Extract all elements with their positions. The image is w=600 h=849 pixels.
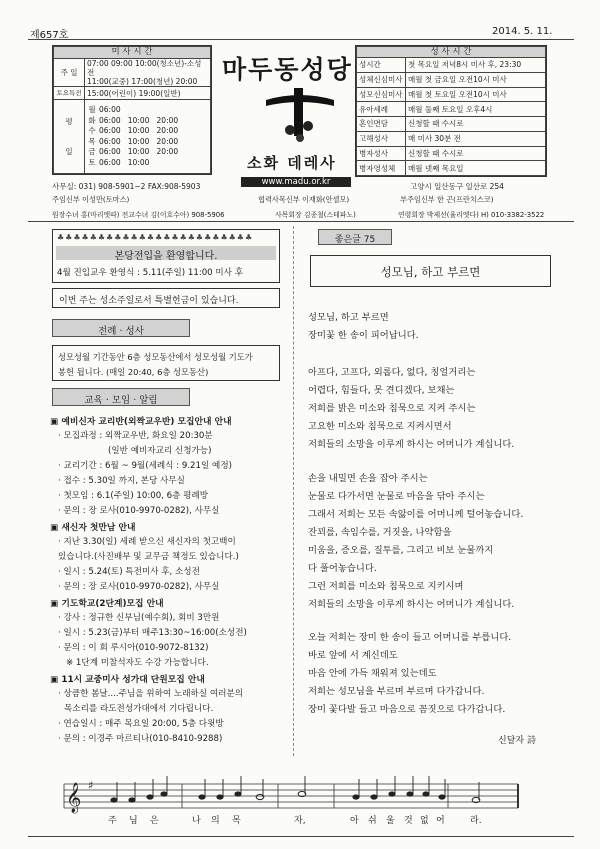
poem-line: 어렵다, 힘들다, 못 견디겠다, 보채는 (308, 385, 455, 396)
sacrament-desc: 신청할 때 수시로 (406, 117, 546, 132)
education-header (52, 388, 190, 406)
poem-line: 저희를 밝은 미소와 침묵으로 지켜 주시는 (308, 403, 476, 414)
sunday-times-1: 07:00 09:00 10:00(청소년)-소성전 (87, 59, 202, 77)
sacrament-name: 고해성사 (357, 131, 406, 146)
poem-line: 바로 앞에 서 계신데도 (308, 650, 398, 661)
liturgy-text-2: 봉헌 됩니다. (매일 20:40, 6층 성모동산) (58, 367, 209, 377)
catechism-class-title: ▣ 예비신자 교리반(외짝교우반) 모집안내 안내 (50, 417, 232, 427)
lyric-syllable: 목 (232, 816, 241, 826)
weekday-row: 화 06:00 10:00 20:00 (88, 115, 179, 125)
choir-recruit-title: ▣ 11시 교중미사 성가대 단원모집 안내 (50, 675, 205, 685)
poem-line: 저희들의 소망을 이루게 하시는 어머니가 계십니다. (308, 599, 515, 610)
welcome-box (52, 229, 280, 283)
lyric-syllable: 울 (386, 816, 395, 826)
lyric-syllable: 의 (211, 816, 220, 826)
welcome-text: 4월 진입교우 환영식 : 5.11(주일) 11:00 미사 후 (57, 268, 244, 278)
lyric-syllable: 아 (350, 816, 359, 826)
sacrament-desc: 첫 목요일 저녁8시 미사 후, 23:30 (406, 58, 546, 73)
header-rule (28, 39, 574, 40)
new-believer-detail: 있습니다.(사진배부 및 교무금 책정도 있습니다.) (58, 552, 239, 562)
special-collection-text: 이번 주는 성소주일로서 특별헌금이 있습니다. (59, 296, 239, 306)
welcome-title: 본당전입을 환영합니다. (114, 251, 218, 262)
catechism-detail: · 첫모임 : 6.1(주일) 10:00, 6층 평례방 (58, 491, 209, 501)
poem-line: 잔꾀를, 속임수를, 거짓을, 나약함을 (308, 527, 452, 538)
sacrament-name: 성시간 (357, 58, 406, 73)
poem-line: 저희는 성모님을 부르며 부르며 다가갑니다. (308, 686, 485, 697)
good-writing-label: 좋은글 75 (334, 235, 376, 245)
poem-line: 눈물로 다가서면 눈물로 마음을 닦아 주시는 (308, 491, 485, 502)
sisters-info: 원장수녀 홍(마리엣따) 전교수녀 김(이호수아) 908-5906 (52, 211, 225, 219)
weekday-row: 금 06:00 10:00 20:00 (88, 147, 179, 156)
poem-line: 장미 꽃다발 들고 마음으로 꼼짓으로 다가갑니다. (308, 704, 506, 715)
mass-schedule-table (52, 45, 212, 175)
sacrament-schedule-table (355, 45, 547, 177)
catechism-detail: · 접수 : 5.30일 까지, 본당 사무실 (58, 476, 185, 486)
lyric-syllable: 어 (436, 816, 445, 826)
prayer-school-detail: · 일시 : 5.23(금)부터 매주13:30~16:00(소성전) (58, 628, 247, 638)
weekday-row: 목 06:00 10:00 20:00 (88, 136, 179, 146)
catechism-detail: (일반 예비자교리 신청가능) (108, 446, 212, 456)
weekday-row: 토 06:00 10:00 (88, 157, 150, 167)
svg-text:𝄞: 𝄞 (66, 783, 82, 813)
poem-line: 손을 내밀면 손을 잡아 주시는 (308, 473, 428, 484)
liturgy-header (52, 319, 190, 337)
new-believer-detail: · 일시 : 5.24(토) 특전미사 후, 소성전 (58, 567, 200, 577)
prayer-school-title: ▣ 기도학교(2단계)모집 안내 (50, 599, 164, 609)
choir-recruit-detail: · 연습일시 : 매주 목요일 20:00, 5층 다윗방 (58, 719, 224, 729)
sunday-times-2: 11:00(교중) 17:00(청년) 20:00 (87, 77, 198, 86)
sacrament-name: 병자성사 (357, 146, 406, 161)
funeral-society-info: 연령회장 박제선(율리엣다) H) 010-3382-3522 (398, 211, 545, 219)
catechism-detail: · 문의 : 장 로사(010-9970-0282), 사무실 (58, 506, 220, 516)
sacrament-desc: 매 미사 30분 전 (406, 131, 546, 146)
catechism-detail: · 모집과정 : 외짝교우반, 화요일 20:30분 (58, 431, 213, 441)
new-believer-detail: · 문의 : 장 로사(010-9970-0282), 사무실 (58, 582, 220, 592)
weekday-label-1: 평 (65, 116, 73, 126)
sacrament-desc: 매월 둘째 토요일 오후4시 (406, 102, 546, 117)
parish-subtitle: 소화 데레사 (247, 154, 337, 172)
poem-line: 오늘 저희는 장미 한 송이 들고 어머니를 부릅니다. (308, 632, 512, 643)
choir-recruit-detail: 목소리를 라도전성가대에서 기다립니다. (64, 704, 214, 714)
lyric-syllable: 것 (404, 816, 413, 826)
lyric-syllable: 라. (470, 816, 482, 826)
parish-name: 마두동성당 (222, 55, 353, 84)
lyric-syllable: 없 (420, 816, 429, 826)
poem-line: 그런 저희를 미소와 침묵으로 지키시며 (308, 581, 464, 592)
prayer-school-detail: · 강사 : 정규한 신부님(예수회), 회비 3만원 (58, 613, 220, 623)
hymn-title-box (310, 255, 551, 287)
music-staff (56, 770, 526, 832)
choir-recruit-detail: · 문의 : 이경주 마르티나(010-8410-9288) (58, 734, 223, 744)
lyric-syllable: 은 (150, 816, 159, 826)
liturgy-text-1: 성모성월 기간동안 6층 성모동산에서 성모성월 기도가 (58, 352, 253, 362)
new-believer-title: ▣ 새신자 첫만남 안내 (50, 523, 136, 533)
weekday-label-2: 일 (65, 146, 73, 156)
assistant-priest-info: 협력사목신부 이재화(안셀모) (258, 195, 350, 204)
poem-line: 장미꽃 한 송이 피어납니다. (308, 330, 419, 341)
cross-logo (262, 84, 338, 144)
sacrament-desc: 매월 첫 토요일 오전10시 미사 (406, 87, 546, 102)
poem-line: 아프다, 고프다, 외롭다, 없다, 칭얼거리는 (308, 367, 476, 378)
liturgy-notice (52, 345, 280, 381)
sacrament-desc: 신청할 때 수시로 (406, 146, 546, 161)
saturday-times: 15:00(어린이) 19:00(일반) (85, 87, 211, 100)
sacrament-desc: 매월 넷째 목요일 (406, 161, 546, 176)
lyric-syllable: 님 (129, 816, 138, 826)
lyric-syllable: 자, (294, 816, 306, 826)
svg-text:♯: ♯ (88, 779, 94, 792)
lyric-syllable: 주 (108, 816, 117, 826)
liturgy-title: 전례 · 성사 (98, 326, 144, 337)
weekday-row: 월 06:00 (88, 105, 121, 114)
sacrament-name: 성모신심미사 (357, 87, 406, 102)
sacrament-desc: 매월 첫 금요일 오전10시 미사 (406, 72, 546, 87)
poem-line: 고요한 미소와 침묵으로 지켜시면서 (308, 421, 452, 432)
sacrament-name: 혼인면담 (357, 117, 406, 132)
special-collection-box (52, 288, 280, 308)
poem-line: 저희들의 소망을 이루게 하시는 어머니가 계십니다. (308, 439, 515, 450)
lyric-syllable: 나 (192, 816, 201, 826)
issue-number: 제657호 (30, 30, 69, 41)
sunday-label: 주 일 (54, 59, 85, 87)
column-divider (293, 226, 294, 756)
associate-pastor-info: 부주임신부 한 곤(프란치스코) (400, 195, 494, 204)
sacrament-name: 병자영성체 (357, 161, 406, 176)
poem-line: 그래서 저희는 모든 속앓이를 어머니께 털어놓습니다. (308, 509, 524, 520)
poem-line: 미움을, 증오를, 질투를, 그리고 비보 눈물까지 (308, 545, 494, 556)
saturday-label: 토요특전 (54, 87, 85, 100)
poem-line: 성모님, 하고 부르면 (308, 312, 389, 323)
poem-line: 다 풀어놓습니다. (308, 563, 377, 574)
footer-rule (28, 836, 574, 837)
decorative-border: ♣♣♣♣♣♣♣♣♣♣♣♣♣♣♣♣♣♣♣♣♣♣♣♣ (57, 233, 254, 242)
prayer-school-detail: · 문의 : 이 회 루시아(010-9072-8132) (58, 643, 209, 653)
weekday-row: 수 06:00 10:00 20:00 (88, 126, 179, 135)
website-banner[interactable]: www.madu.or.kr (241, 177, 351, 187)
choir-recruit-detail: · 상큼한 봄날....주님을 위하여 노래하실 여러분의 (58, 689, 244, 699)
new-believer-detail: · 지난 3.30(일) 세례 받으신 새신자의 첫고백이 (58, 537, 236, 547)
poem-line: 마음 안에 가득 채워져 있는데도 (308, 668, 437, 679)
office-contact: 사무실: 031) 908-5901~2 FAX:908-5903 (52, 182, 201, 191)
sacrament-schedule-title: 성 사 시 간 (357, 47, 546, 58)
sacrament-name: 성체신심미사 (357, 72, 406, 87)
good-writing-label-box (318, 229, 392, 245)
council-president-info: 사목회장 김종철(스테파노) (275, 211, 356, 219)
pastor-info: 주임신부 이성만(토마스) (52, 195, 130, 204)
sacrament-name: 유아세례 (357, 102, 406, 117)
mass-schedule-title: 미 사 시 간 (54, 47, 211, 59)
hymn-title: 성모님, 하고 부르면 (380, 265, 481, 279)
issue-date: 2014. 5. 11. (492, 26, 553, 37)
prayer-school-detail: ※ 1단계 미참석자도 수강 가능합니다. (66, 658, 209, 668)
education-title: 교육 · 모임 · 알림 (84, 395, 158, 406)
catechism-detail: · 교리기간 : 6월 ~ 9월(세례식 : 9.21일 예정) (58, 461, 232, 471)
poem-author: 신달자 詩 (498, 736, 536, 746)
parish-address: 고양시 일산동구 일산로 254 (410, 182, 504, 191)
contact-rule (28, 221, 574, 222)
lyric-syllable: 쉬 (368, 816, 377, 826)
